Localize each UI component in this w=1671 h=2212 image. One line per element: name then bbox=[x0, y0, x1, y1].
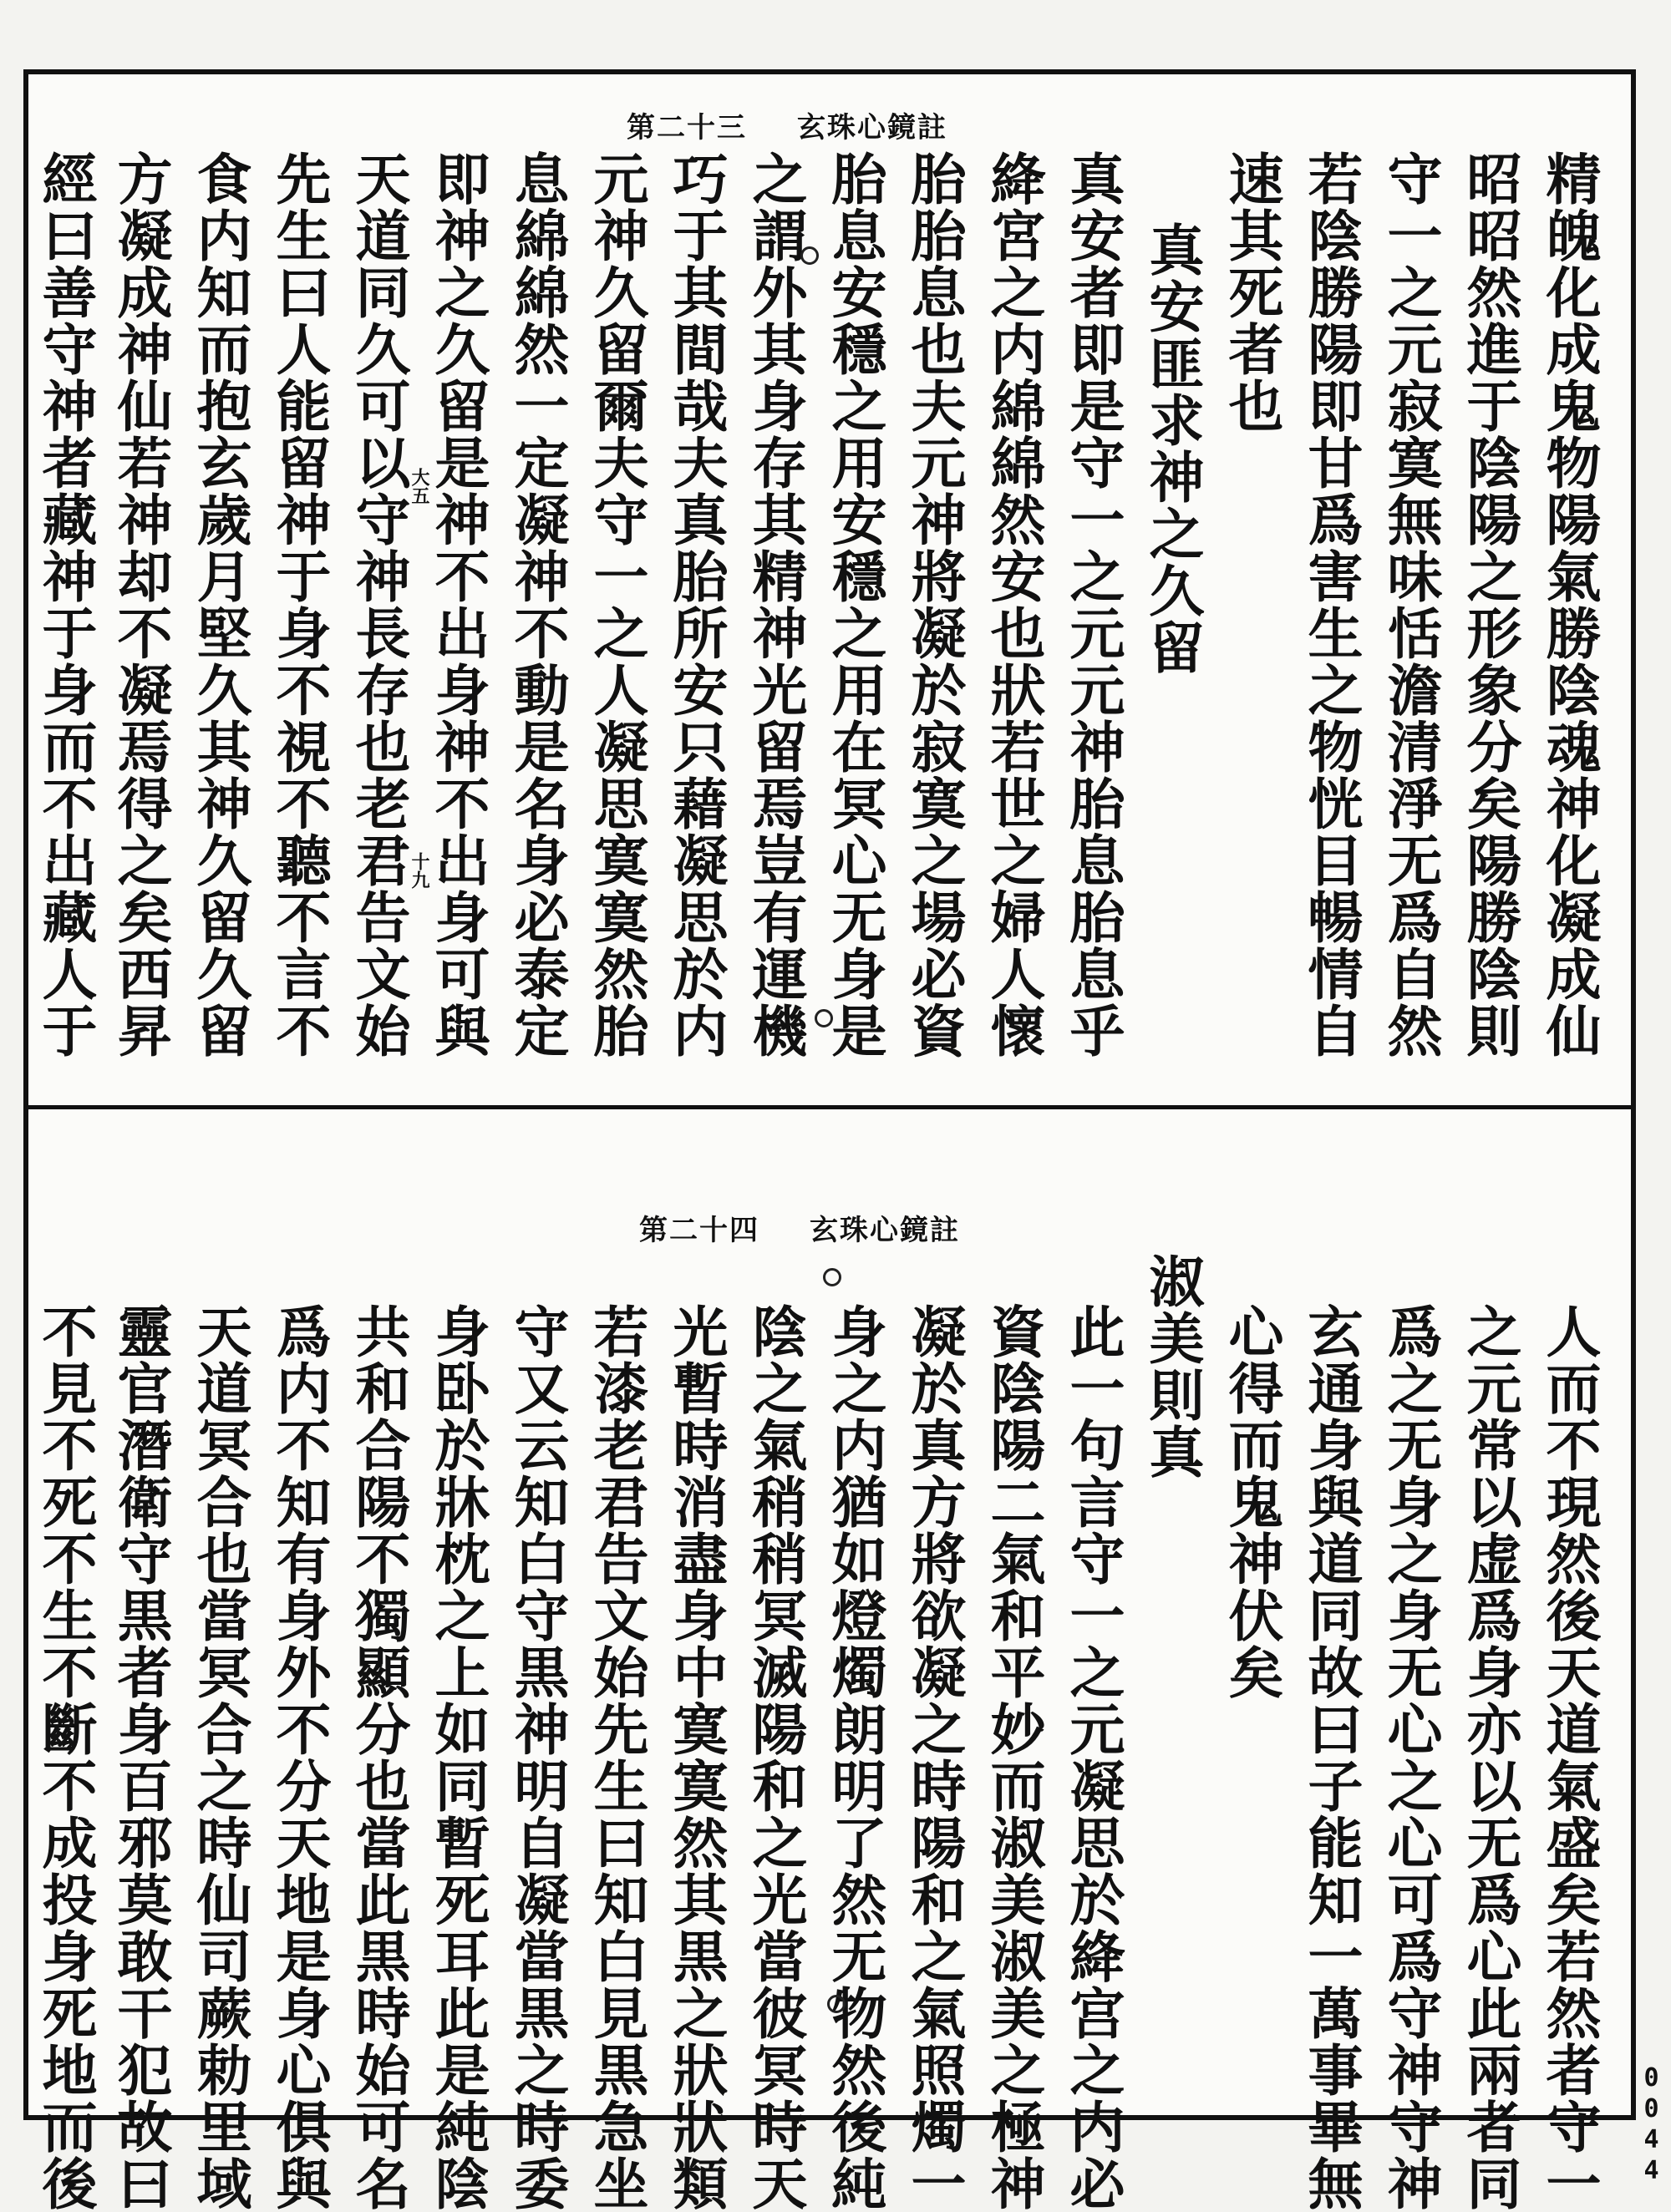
top-col-10: 胎息安穩之用安穩之用在冥心无身是 bbox=[822, 150, 887, 1059]
punctuation-circle bbox=[815, 1009, 833, 1027]
bottom-col-11: 陰之氣稍稍冥滅陽和之光當彼冥時天 bbox=[743, 1303, 808, 2212]
top-col-7: 真安者即是守一之元元神胎息胎息乎 bbox=[1060, 150, 1125, 1059]
bottom-col-14: 守又云知白守黒神明自凝當黒之時委 bbox=[505, 1303, 570, 2212]
punctuation-circle bbox=[823, 1268, 841, 1286]
top-col-17: 先生曰人能留神于身不視不聽不言不 bbox=[267, 150, 332, 1059]
top-note-2: 十九 bbox=[409, 852, 430, 889]
top-col-8: 絳宮之内綿綿然安也狀若世之婦人懷 bbox=[981, 150, 1046, 1059]
bottom-header bbox=[639, 1207, 960, 1248]
bottom-col-18: 天道冥合也當冥合之時仙司蕨勅里域 bbox=[187, 1303, 252, 2212]
top-col-15: 即神之久留是神不出身神不出身可與 bbox=[425, 150, 490, 1059]
bottom-col-7: 此一句言守一之元凝思於絳宫之内必 bbox=[1060, 1303, 1125, 2212]
top-col-6: 真安匪求神之久留 bbox=[1140, 221, 1205, 676]
bottom-col-2: 之元常以虚爲身亦以无爲心此兩者同 bbox=[1457, 1303, 1522, 2212]
bottom-col-4: 玄通身與道同故曰子能知一萬事畢無 bbox=[1298, 1303, 1364, 2212]
top-col-9: 胎胎息也夫元神將凝於寂寞之場必資 bbox=[902, 150, 967, 1059]
top-header-chapter-text: 第二十三 bbox=[627, 111, 747, 145]
top-col-20: 經曰善守神者藏神于身而不出藏人于 bbox=[33, 150, 98, 1059]
top-col-14: 息綿綿然一定凝神不動是名身必泰定 bbox=[505, 150, 570, 1059]
top-col-1: 精魄化成鬼物陽氣勝陰魂神化凝成仙 bbox=[1536, 150, 1602, 1059]
bottom-col-3: 爲之无身之身无心之心可爲守神守神 bbox=[1378, 1303, 1443, 2212]
bottom-header-title: 玄珠心鏡註 bbox=[810, 1214, 960, 1247]
top-header-title: 玄珠心鏡註 bbox=[797, 111, 947, 145]
top-col-2: 昭昭然進于陰陽之形象分矣陽勝陰則 bbox=[1457, 150, 1522, 1059]
bottom-col-5: 心得而鬼神伏矣 bbox=[1219, 1303, 1284, 1701]
top-col-13: 元神久留爾夫守一之人凝思寞寞然胎 bbox=[584, 150, 649, 1059]
top-col-16: 天道同久可以守神長存也老君告文始 bbox=[346, 150, 411, 1059]
top-col-12: 巧于其間哉夫真胎所安只藉凝思於内 bbox=[663, 150, 729, 1059]
bottom-col-8: 資陰陽二氣和平妙而淑美淑美之極神 bbox=[981, 1303, 1046, 2212]
bottom-header-chapter: 第二十四 bbox=[639, 1214, 759, 1247]
punctuation-circle bbox=[827, 1995, 846, 2013]
bottom-col-12: 光暫時消盡身中寞寞然其黒之狀狀類 bbox=[663, 1303, 729, 2212]
bottom-col-16: 共和合陽不獨顯分也當此黒時始可名 bbox=[346, 1303, 411, 2212]
bottom-col-9: 凝於真方將欲凝之時陽和之氣照燭一 bbox=[902, 1303, 967, 2212]
top-col-4: 若陰勝陽即甘爲害生之物恍目暢情自 bbox=[1298, 150, 1364, 1059]
top-col-3: 守一之元寂寞無味恬澹清淨无爲自然 bbox=[1378, 150, 1443, 1059]
top-col-18: 食内知而抱玄歲月堅久其神久留久留 bbox=[187, 150, 252, 1059]
top-col-5: 速其死者也 bbox=[1219, 150, 1284, 434]
top-note-1: 大五 bbox=[409, 468, 430, 505]
bottom-col-10: 身之内猶如燈燭朗明了然无物然後純 bbox=[822, 1303, 887, 2212]
bottom-col-20: 不見不死不生不斷不成投身死地而後 bbox=[33, 1303, 98, 2212]
punctuation-circle bbox=[800, 246, 819, 265]
bottom-col-17: 爲内不知有身外不分天地是身心俱與 bbox=[267, 1303, 332, 2212]
top-header bbox=[627, 104, 947, 145]
half-divider bbox=[23, 1105, 1636, 1109]
page-number: 0044 bbox=[1637, 2063, 1666, 2187]
bottom-col-13: 若漆老君告文始先生曰知白見黒急坐 bbox=[584, 1303, 649, 2212]
top-col-19: 方凝成神仙若神却不凝焉得之矣西昇 bbox=[108, 150, 173, 1059]
bottom-col-19: 靈官潛衛守黒者身百邪莫敢干犯故曰 bbox=[108, 1303, 173, 2212]
bottom-col-1: 人而不現然後天道氣盛矣若然者守一 bbox=[1536, 1303, 1602, 2212]
bottom-col-15: 身卧於牀枕之上如同暫死耳此是純陰 bbox=[425, 1303, 490, 2212]
bottom-col-6: 淑美則真 bbox=[1140, 1253, 1205, 1480]
top-col-11: 之謂外其身存其精神光留焉豈有運機 bbox=[743, 150, 808, 1059]
